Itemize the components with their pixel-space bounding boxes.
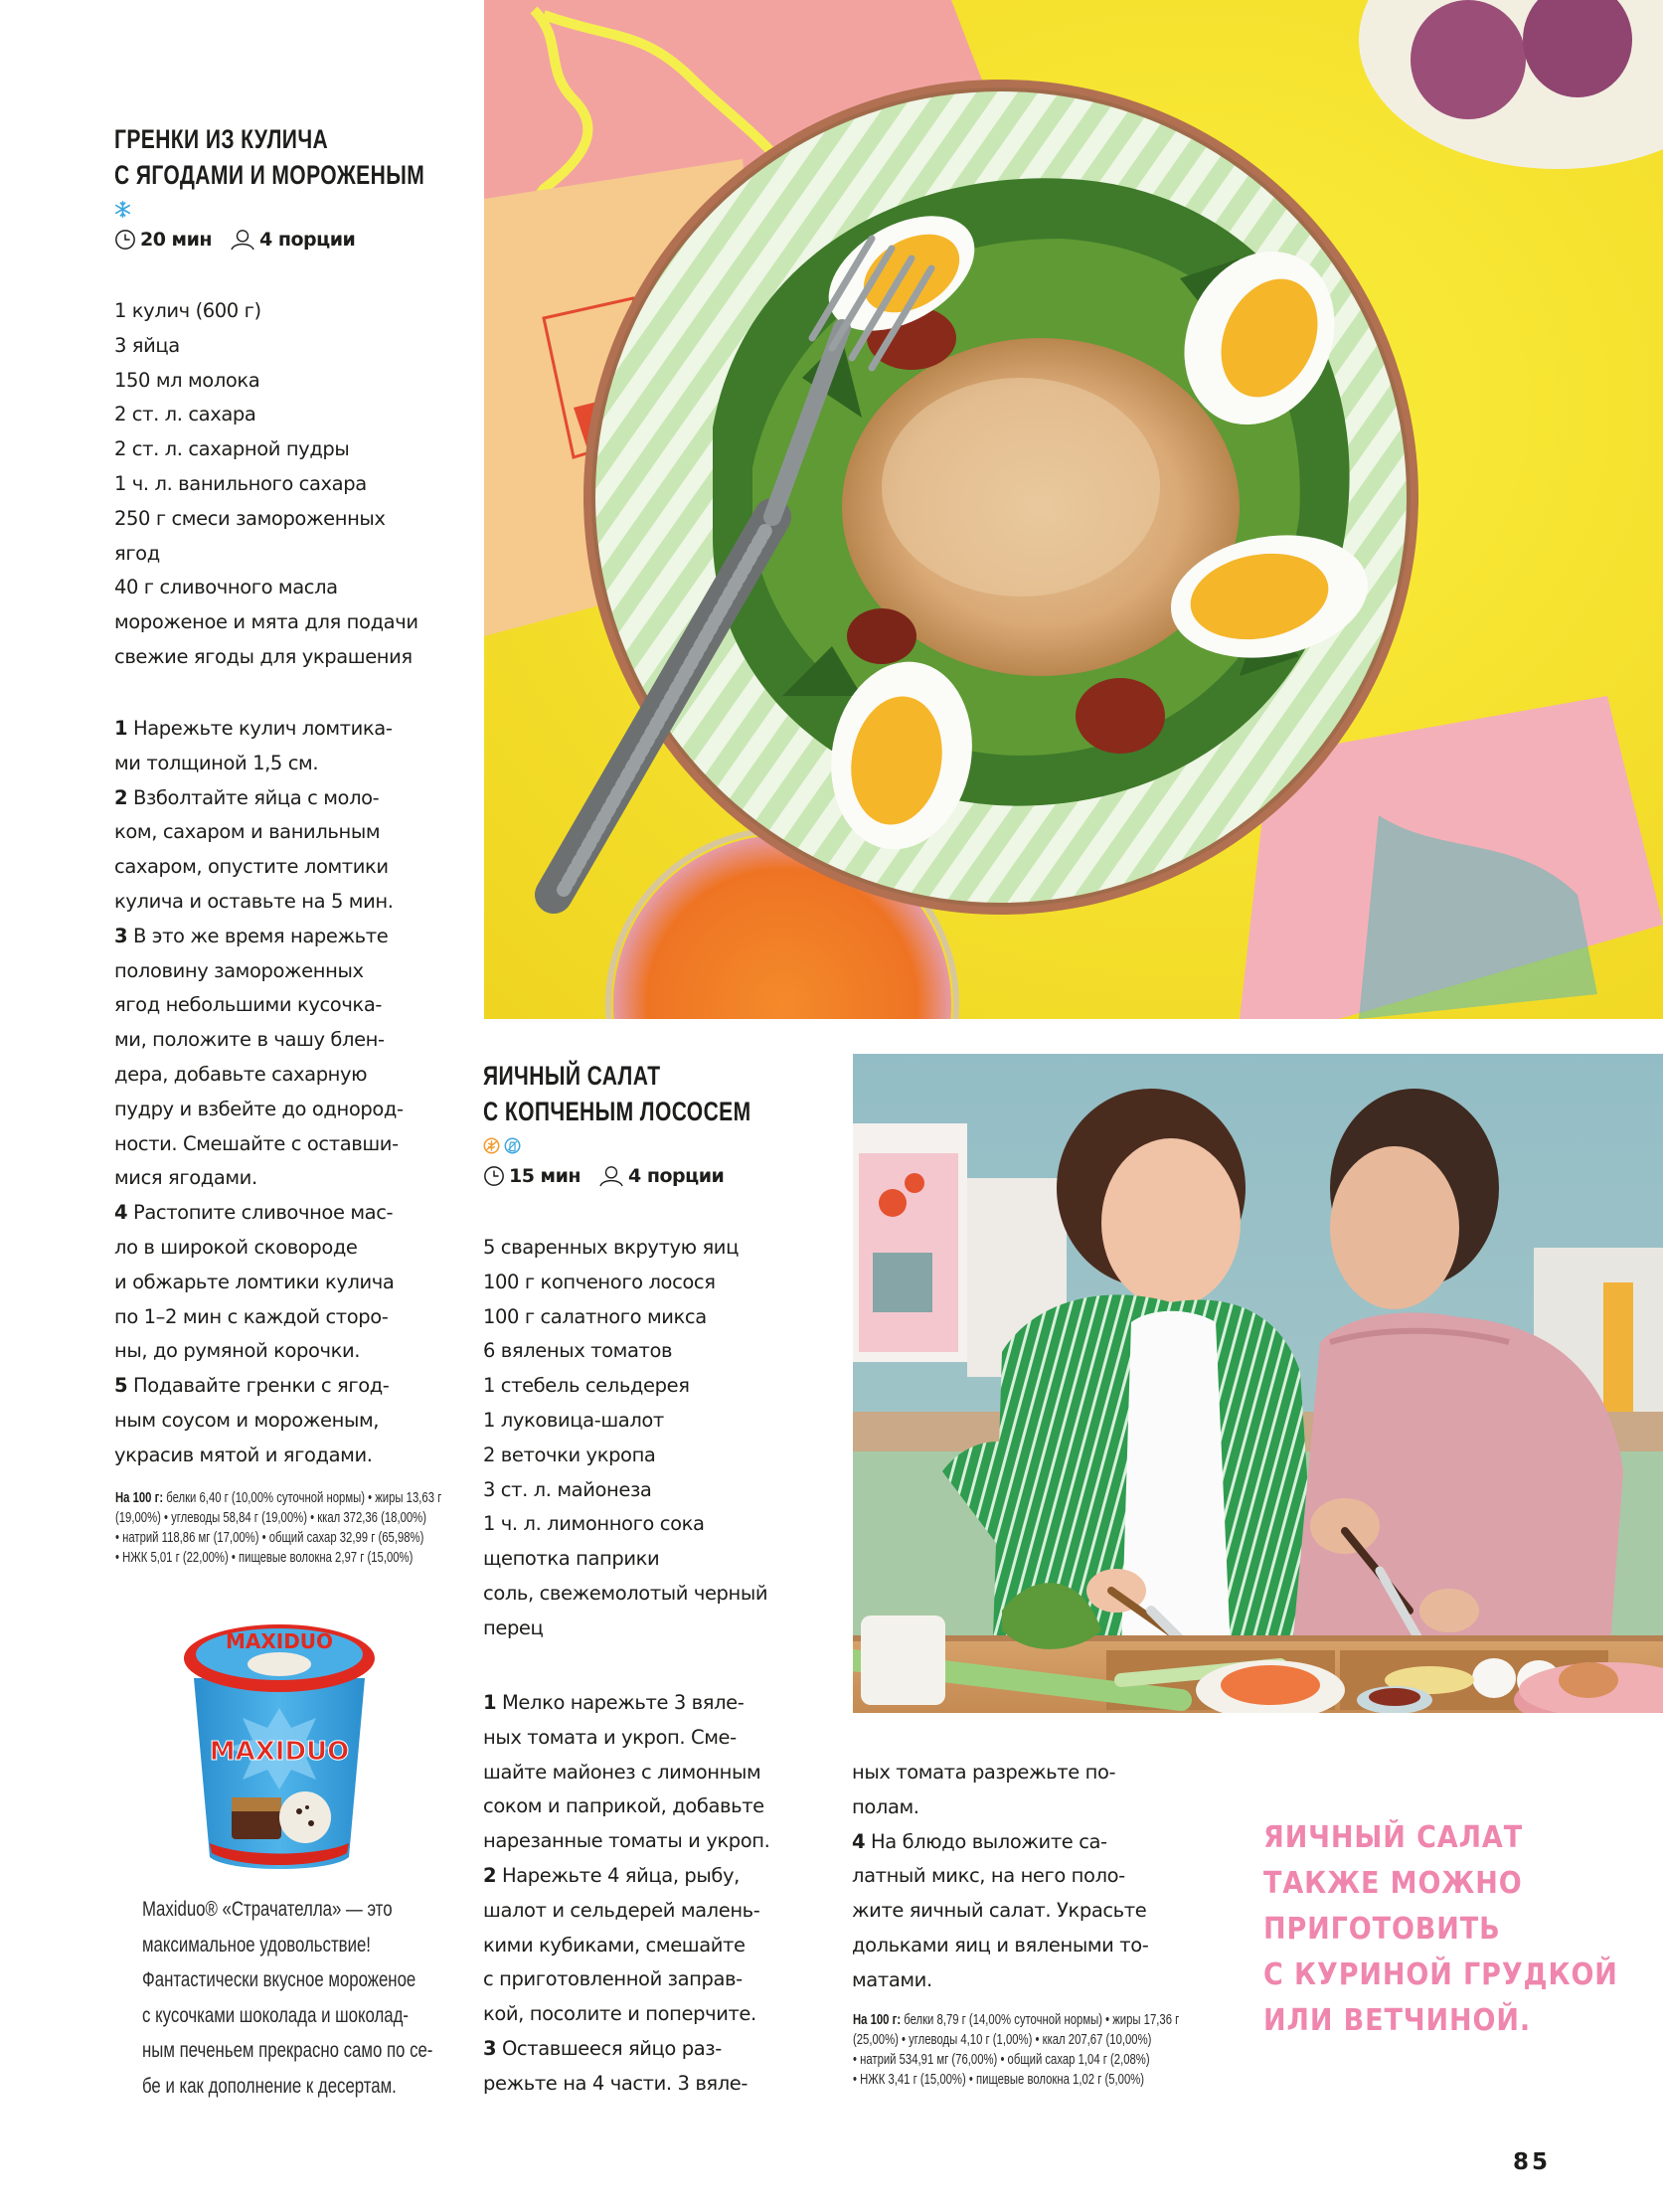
recipe-1-ingredients bbox=[114, 294, 472, 675]
recipe-2-tags bbox=[483, 1135, 831, 1155]
step-line: с приготовленной заправ- bbox=[483, 1967, 743, 1991]
step-number: 5 bbox=[114, 1374, 128, 1398]
recipe-2-ingredients bbox=[483, 1231, 841, 1646]
recipe-1 bbox=[114, 121, 462, 251]
callout-tip: ЯИЧНЫЙ САЛАТ ТАКЖЕ МОЖНО ПРИГОТОВИТЬ С КУРИНОЙ ГРУДКОЙ ИЛИ ВЕТЧИНОЙ. bbox=[1263, 1820, 1618, 2038]
step-line: кулича и оставьте на 5 мин. bbox=[114, 889, 394, 913]
step-line: ло в широкой сковороде bbox=[114, 1235, 358, 1259]
ingredient: 40 г сливочного масла bbox=[114, 576, 338, 599]
recipe-2-title bbox=[483, 1058, 754, 1129]
step-line: 4 На блюдо выложите са- bbox=[852, 1829, 1107, 1853]
step-number: 4 bbox=[114, 1201, 128, 1225]
ingredient: 250 г смеси замороженных bbox=[114, 506, 386, 530]
recipe-2-nutrition: На 100 г: белки 8,79 г (14,00% суточной нормы) • жиры 17,36 г (25,00%) • углеводы 4,10 г (1,00%) • ккал 207,67 (10,00%) • натрий 534,91 мг (76,00%) • общий сахар 1,04 г (2,08%) • НЖК 3,41 г (15,00%) • пищевые волокна 1,02 г (5,00%) bbox=[853, 2012, 1180, 2088]
step-line: жите яичный салат. Украсьте bbox=[852, 1899, 1147, 1923]
ingredient: 5 сваренных вкрутую яиц bbox=[483, 1236, 739, 1259]
recipe-2 bbox=[483, 1058, 831, 1187]
photo-egg-salad bbox=[484, 0, 1663, 1019]
step-line: шалот и сельдерей малень- bbox=[483, 1898, 760, 1922]
ingredient: 150 мл молока bbox=[114, 368, 260, 392]
step-number: 2 bbox=[114, 785, 128, 809]
ingredient: 1 кулич (600 г) bbox=[114, 299, 261, 322]
step-line: ных томата разрежьте по- bbox=[852, 1761, 1116, 1784]
recipe-2-time: 15 мин bbox=[509, 1165, 582, 1187]
ingredient: ягод bbox=[114, 541, 160, 565]
ingredient: соль, свежемолотый черный bbox=[483, 1581, 768, 1605]
step-line: по 1–2 мин с каждой сторо- bbox=[114, 1304, 389, 1328]
recipe-1-time: 20 мин bbox=[140, 229, 213, 251]
photo-girls-cooking bbox=[853, 1054, 1663, 1713]
recipe-1-title bbox=[114, 121, 425, 193]
recipe-1-tags bbox=[114, 199, 462, 219]
recipe-2-title-line-2: С КОПЧЕНЫМ ЛОСОСЕМ bbox=[483, 1097, 751, 1126]
gluten-free-icon bbox=[483, 1137, 500, 1154]
recipe-1-title-line-2: С ЯГОДАМИ И МОРОЖЕНЫМ bbox=[114, 160, 425, 190]
step-number: 3 bbox=[114, 924, 128, 947]
ingredient: 2 ст. л. сахарной пудры bbox=[114, 437, 350, 461]
step-line: ми, положите в чашу блен- bbox=[114, 1028, 385, 1052]
svg-text:MAXIDUO: MAXIDUO bbox=[225, 1629, 334, 1653]
ingredient: 3 яйца bbox=[114, 333, 180, 357]
nutrition-label: На 100 г: bbox=[115, 1490, 164, 1506]
step-line: кой, посолите и поперчите. bbox=[483, 2002, 756, 2026]
recipe-2-servings: 4 порции bbox=[628, 1165, 725, 1187]
step-number: 1 bbox=[483, 1691, 497, 1714]
step-number: 2 bbox=[483, 1863, 497, 1887]
clock-icon bbox=[483, 1165, 505, 1187]
ingredient: 100 г салатного микса bbox=[483, 1304, 707, 1328]
step-line: пудру и взбейте до однород- bbox=[114, 1097, 404, 1120]
recipe-1-title-line-1: ГРЕНКИ ИЗ КУЛИЧА bbox=[114, 124, 329, 154]
recipe-1-steps bbox=[114, 712, 472, 1473]
girls-cooking-illustration bbox=[853, 1054, 1663, 1713]
person-icon bbox=[598, 1165, 624, 1187]
ingredient: 6 вяленых томатов bbox=[483, 1339, 673, 1363]
step-line: ны, до румяной корочки. bbox=[114, 1339, 361, 1363]
step-line: 1 Мелко нарежьте 3 вяле- bbox=[483, 1691, 745, 1714]
step-line: ных томата и укроп. Сме- bbox=[483, 1725, 737, 1749]
ingredient: свежие ягоды для украшения bbox=[114, 644, 413, 668]
step-line: ягод небольшими кусочка- bbox=[114, 993, 382, 1017]
egg-salad-illustration bbox=[484, 0, 1663, 1019]
product-image-maxiduo bbox=[182, 1618, 377, 1873]
step-line: соком и паприкой, добавьте bbox=[483, 1794, 764, 1818]
step-line: 3 Оставшееся яйцо раз- bbox=[483, 2036, 722, 2060]
step-number: 1 bbox=[114, 717, 128, 740]
step-line: ности. Смешайте с оставши- bbox=[114, 1131, 399, 1155]
step-line: латный микс, на него поло- bbox=[852, 1864, 1125, 1888]
ingredient: 2 веточки укропа bbox=[483, 1443, 656, 1466]
ingredient: 1 луковица-шалот bbox=[483, 1408, 664, 1432]
step-line: 2 Нарежьте 4 яйца, рыбу, bbox=[483, 1863, 740, 1887]
ingredient: 3 ст. л. майонеза bbox=[483, 1477, 652, 1501]
step-line: дера, добавьте сахарную bbox=[114, 1062, 368, 1086]
ingredient: 1 ч. л. лимонного сока bbox=[483, 1512, 705, 1536]
recipe-1-meta bbox=[114, 229, 462, 251]
promo-text: Maxiduo® «Страчателла» — это максимальное удовольствие! Фантастически вкусное мороженое с кусочками шоколада и шоколад- ным печеньем прекрасно само по се- бе и как дополнение к десертам. bbox=[142, 1898, 433, 2098]
step-line: шайте майонез с лимонным bbox=[483, 1760, 761, 1784]
step-line: 5 Подавайте гренки с ягод- bbox=[114, 1374, 390, 1398]
ingredient: 1 ч. л. ванильного сахара bbox=[114, 471, 367, 495]
ingredient: 2 ст. л. сахара bbox=[114, 403, 256, 426]
recipe-2-steps-col-2 bbox=[852, 1756, 1210, 1998]
step-line: дольками яиц и вялеными то- bbox=[852, 1933, 1149, 1957]
recipe-1-nutrition: На 100 г: белки 6,40 г (10,00% суточной нормы) • жиры 13,63 г (19,00%) • углеводы 58,84 г (19,00%) • ккал 372,36 (18,00%) • натрий 118,86 мг (17,00%) • общий сахар 32,99 г (65,98%) • НЖК 5,01 г (22,00%) • пищевые волокна 2,97 г (15,00%) bbox=[115, 1490, 442, 1566]
ingredient: перец bbox=[483, 1616, 544, 1639]
snowflake-icon bbox=[114, 201, 131, 218]
step-line: ми толщиной 1,5 см. bbox=[114, 751, 319, 774]
ingredient: 1 стебель сельдерея bbox=[483, 1374, 690, 1398]
step-line: ным соусом и мороженым, bbox=[114, 1408, 380, 1432]
step-line: украсив мятой и ягодами. bbox=[114, 1443, 373, 1466]
recipe-1-servings: 4 порции bbox=[259, 229, 356, 251]
step-line: 2 Взболтайте яйца с моло- bbox=[114, 785, 380, 809]
page-number: 85 bbox=[1513, 2149, 1552, 2175]
svg-text:MAXIDUO: MAXIDUO bbox=[209, 1737, 350, 1767]
step-line: ком, сахаром и ванильным bbox=[114, 820, 381, 844]
lactose-free-icon bbox=[504, 1137, 521, 1154]
step-line: матами. bbox=[852, 1967, 932, 1991]
step-line: 1 Нарежьте кулич ломтика- bbox=[114, 717, 393, 740]
recipe-2-steps-col-1 bbox=[483, 1686, 841, 2102]
step-number: 4 bbox=[852, 1829, 866, 1853]
recipe-2-meta bbox=[483, 1165, 831, 1187]
ingredient: 100 г копченого лосося bbox=[483, 1270, 716, 1293]
step-number: 3 bbox=[483, 2036, 497, 2060]
step-line: мися ягодами. bbox=[114, 1166, 257, 1190]
step-line: и обжарьте ломтики кулича bbox=[114, 1270, 395, 1293]
ice-cream-tub-icon bbox=[182, 1618, 377, 1873]
person-icon bbox=[230, 229, 255, 251]
step-line: полам. bbox=[852, 1794, 919, 1818]
step-line: режьте на 4 части. 3 вяле- bbox=[483, 2071, 748, 2095]
step-line: половину замороженных bbox=[114, 958, 364, 982]
ingredient: мороженое и мята для подачи bbox=[114, 610, 418, 634]
clock-icon bbox=[114, 229, 136, 251]
ingredient: щепотка паприки bbox=[483, 1547, 660, 1571]
step-line: 4 Растопите сливочное мас- bbox=[114, 1201, 394, 1225]
recipe-2-title-line-1: ЯИЧНЫЙ САЛАТ bbox=[483, 1061, 661, 1091]
step-line: 3 В это же время нарежьте bbox=[114, 924, 389, 947]
step-line: сахаром, опустите ломтики bbox=[114, 855, 389, 879]
step-line: нарезанные томаты и укроп. bbox=[483, 1829, 770, 1853]
step-line: кими кубиками, смешайте bbox=[483, 1933, 746, 1957]
nutrition-label: На 100 г: bbox=[853, 2012, 902, 2028]
